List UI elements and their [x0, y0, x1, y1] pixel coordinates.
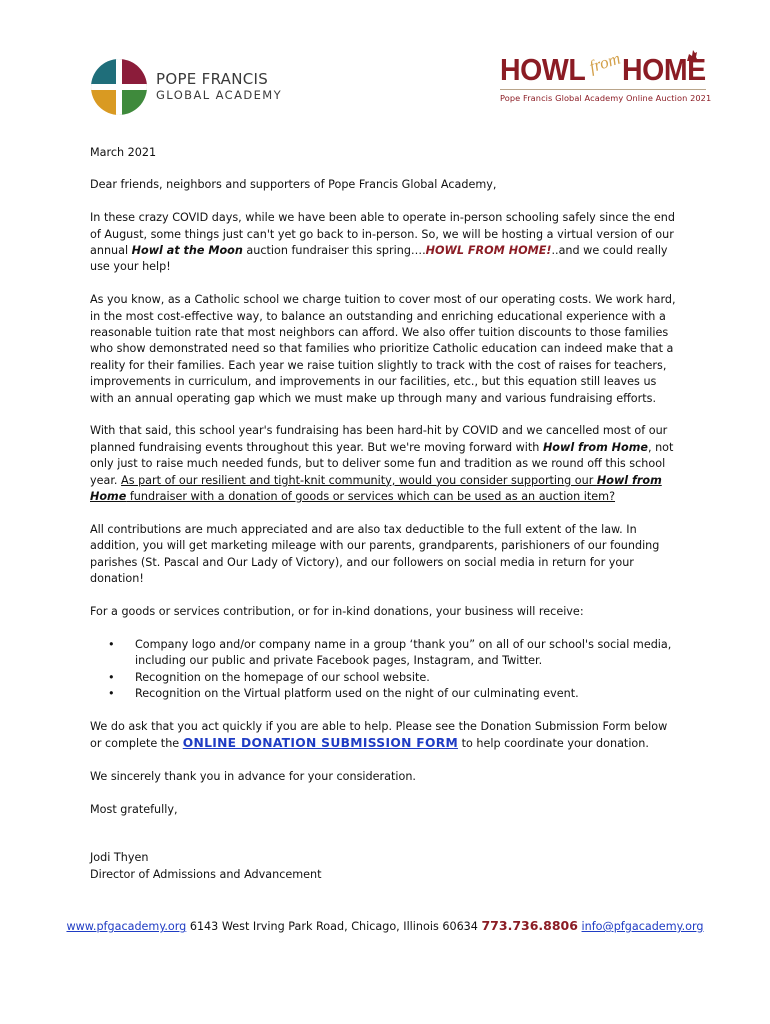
school-logo-line2: GLOBAL ACADEMY — [156, 88, 283, 103]
event-name-howl-at-the-moon: Howl at the Moon — [131, 244, 243, 258]
list-item: • Recognition on the Virtual platform used on the night of our culminating event. — [135, 686, 682, 702]
auction-logo — [500, 48, 710, 110]
paragraph-1-text: In these crazy COVID days, while we have been able to operate in-person schooling safely since the end of August, some things just can't yet go back to in-person. So, we will be hosting a virtual version of our annual — [90, 211, 675, 258]
auction-logo-divider — [500, 89, 706, 90]
paragraph-3-text: With that said, this school year's fundraising has been hard-hit by COVID and we cancelled most of our planned fundraising events throughout this year. But we're moving forward with — [90, 424, 668, 454]
paragraph-4: All contributions are much appreciated and are also tax deductible to the full extent of the law. In addition, you will get marketing mileage with our parents, grandparents, parishioners of our founding parishes (St. Pascal and Our Lady of Victory), and our followers on social media in return for your donation! — [90, 522, 660, 586]
auction-logo-word1: HOWL — [500, 52, 586, 87]
signer-name: Jodi Thyen — [90, 851, 149, 865]
donation-request-text: As part of our resilient and tight-knit community, would you consider supporting our — [121, 473, 597, 487]
school-crest-icon — [90, 58, 148, 116]
donation-request — [90, 474, 662, 503]
paragraph-6-text-2: to help coordinate your donation. — [458, 737, 649, 751]
paragraph-1 — [90, 210, 682, 276]
signature-block — [90, 850, 682, 883]
letter-body — [90, 145, 682, 883]
paragraph-6 — [90, 719, 682, 753]
salutation: Dear friends, neighbors and supporters of Pope Francis Global Academy, — [90, 178, 497, 192]
auction-logo-word3: HOME — [622, 52, 706, 87]
paragraph-2: As you know, as a Catholic school we charge tuition to cover most of our operating costs. We work hard, in the most cost-effective way, to balance an outstanding and enriching educational experience with a reasonable tuition rate that most neighbors can afford. We also offer tuition discounts to those families who show demonstrated need so that families who prioritize Catholic education can indeed make that a reality for their families. Each year we raise tuition slightly to track with the cost of raises for teachers, improvements in curriculum, and improvements in our facilities, etc., but this equation still leaves us with an annual operating gap which we must make up through many and various fundraising efforts. — [90, 293, 676, 405]
benefits-list — [90, 637, 682, 703]
closing: Most gratefully, — [90, 802, 178, 816]
paragraph-3 — [90, 423, 682, 505]
website-link[interactable]: www.pfgacademy.org — [66, 920, 187, 933]
email-link[interactable]: info@pfgacademy.org — [581, 920, 704, 933]
event-name-howl-from-home-3: Howl from Home — [90, 473, 662, 504]
online-donation-form-link[interactable]: ONLINE DONATION SUBMISSION FORM — [182, 736, 459, 751]
paragraph-1-text-3: ..and we could really use your help! — [90, 244, 668, 274]
auction-logo-word2: from — [586, 48, 623, 77]
event-name-howl-from-home: HOWL FROM HOME! — [425, 244, 552, 258]
donation-request-text-2: fundraiser with a donation of goods or services which can be used as an auction item? — [126, 490, 616, 504]
signer-title: Director of Admissions and Advancement — [90, 867, 322, 881]
school-logo-line1: POPE FRANCIS — [156, 70, 269, 89]
letter-footer — [0, 918, 770, 933]
footer-phone: 773.736.8806 — [481, 918, 578, 933]
paragraph-3-text-2: , not only just to raise much needed funds, but to deliver some fun and tradition as we round off this school year. — [90, 440, 674, 487]
paragraph-5: For a goods or services contribution, or for in-kind donations, your business will receive: — [90, 604, 584, 618]
paragraph-6-text: We do ask that you act quickly if you are able to help. Please see the Donation Submission Form below or complete the — [90, 719, 668, 751]
auction-logo-subtitle: Pope Francis Global Academy Online Auction 2021 — [500, 93, 712, 103]
paragraph-1-text-2: auction fundraiser this spring…. — [242, 244, 426, 258]
list-item: • Company logo and/or company name in a group ‘thank you” on all of our school's social media, including our public and private Facebook pages, Instagram, and Twitter. — [135, 637, 682, 670]
footer-address: 6143 West Irving Park Road, Chicago, Illinois 60634 — [186, 920, 482, 933]
letter-date: March 2021 — [90, 146, 157, 159]
list-item: • Recognition on the homepage of our school website. — [135, 670, 682, 686]
school-logo — [90, 58, 282, 116]
event-name-howl-from-home-2: Howl from Home — [542, 440, 648, 454]
paragraph-7: We sincerely thank you in advance for your consideration. — [90, 769, 416, 783]
